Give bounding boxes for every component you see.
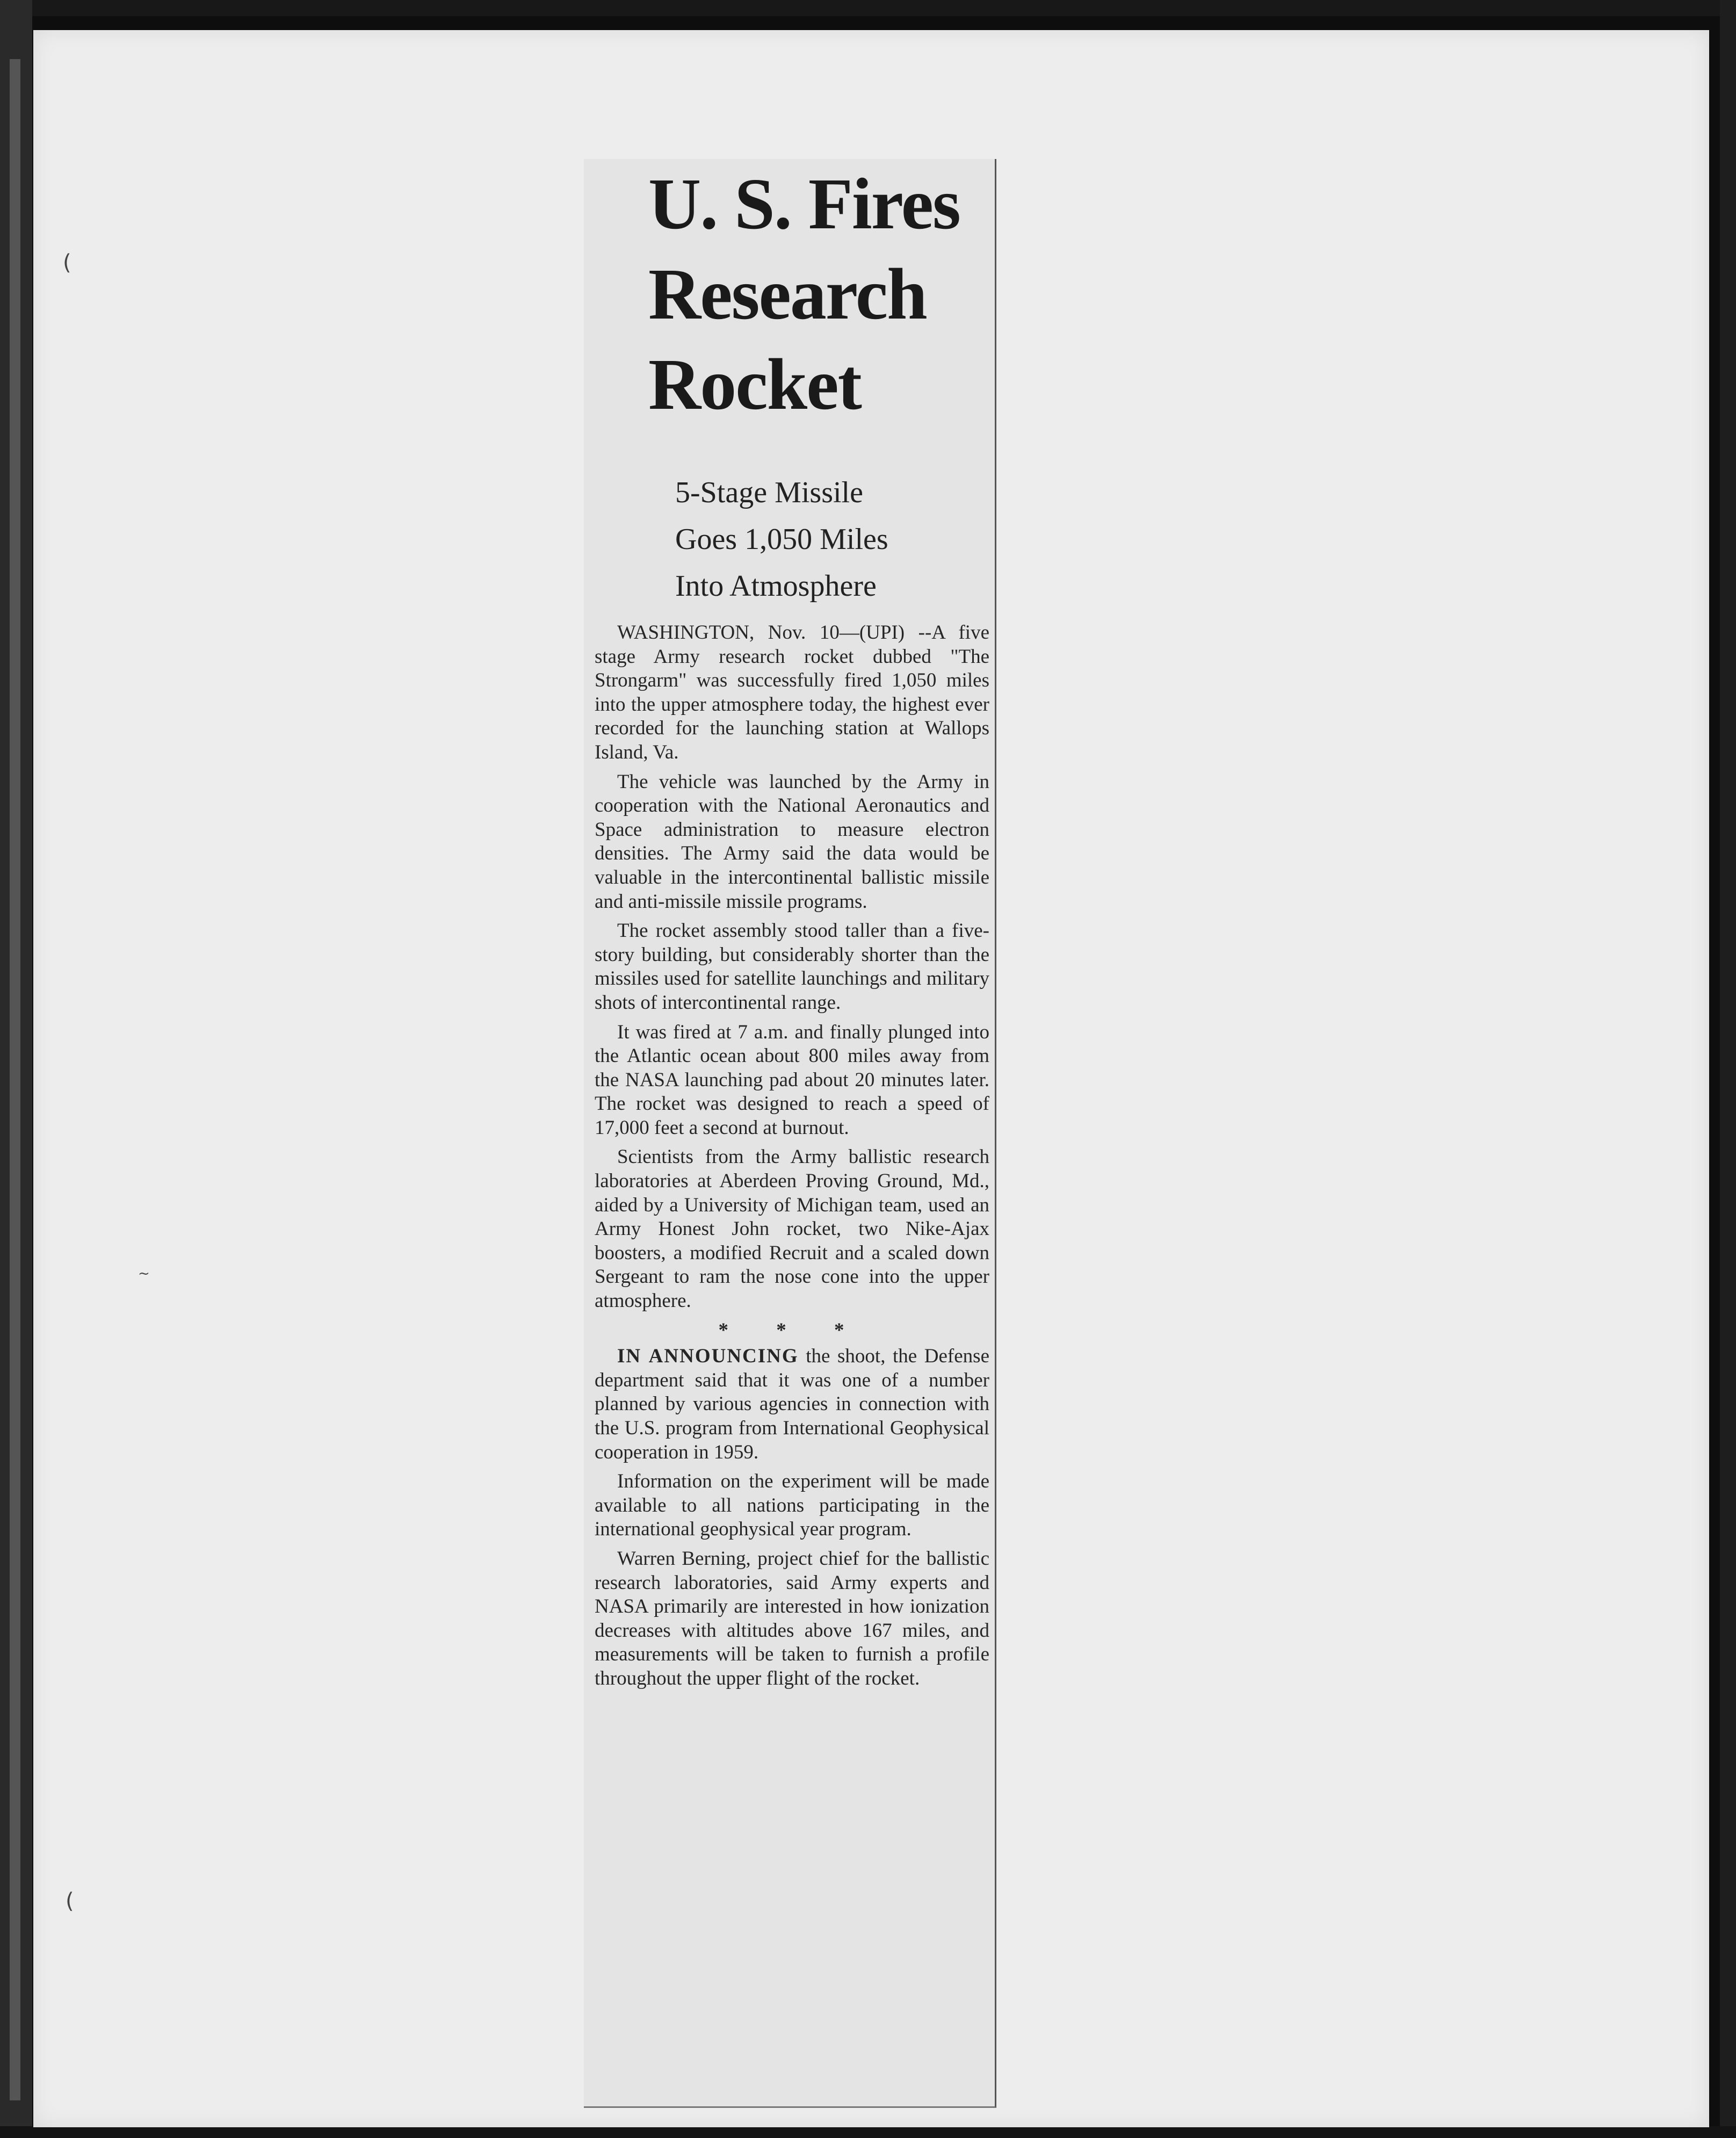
mounting-sheet: [33, 30, 1709, 2127]
paper-mark: (: [66, 1889, 74, 1913]
subhead-line: 5-Stage Missile: [675, 476, 863, 509]
headline: [648, 159, 981, 430]
article-paragraph: [595, 621, 989, 765]
article-paragraph: It was fired at 7 a.m. and finally plunged into the Atlantic ocean about 800 miles away from the NASA launching pad about 20 minutes later. The rocket was designed to reach a speed of 17,000 feet a second at burnout.: [595, 1021, 989, 1139]
section-separator: * * *: [718, 1319, 866, 1341]
paragraph-text: --A five stage Army research rocket dubbed "The Strongarm" was successfully fired 1,050 miles into the upper atmosphere today, the highest ever recorded for the launching station at Wallops Island, Va.: [595, 622, 989, 763]
subheadline: [675, 470, 976, 610]
article-paragraph: Information on the experiment will be made available to all nations participating in the international geophysical year program.: [595, 1470, 989, 1541]
article-paragraph: [595, 1345, 989, 1464]
film-bottom-edge: [0, 2126, 1736, 2138]
film-left-edge-highlight: [10, 59, 20, 2100]
article-paragraph: Scientists from the Army ballistic research laboratories at Aberdeen Proving Ground, Md., aided by a University of Michigan team, used an Army Honest John rocket, two Nike-Ajax boosters, a modified Recruit and a scaled down Sergeant to ram the nose cone into the upper atmosphere.: [595, 1146, 989, 1312]
article-paragraph: The rocket assembly stood taller than a five-story building, but considerably shorter than the missiles used for satellite launchings and military shots of intercontinental range.: [595, 920, 989, 1014]
film-top-edge: [0, 0, 1736, 16]
headline-line: U. S. Fires: [648, 164, 960, 244]
paper-mark: (: [63, 250, 71, 275]
paragraph-text: the shoot, the Defense department said that it was one of a number planned by various agencies in connection with the U.S. program from International Geophysical cooperation in 1959.: [595, 1345, 989, 1463]
article-paragraph: The vehicle was launched by the Army in cooperation with the National Aeronautics and Space administration to measure electron densities. The Army said the data would be valuable in the intercontinental ballistic missile and anti-missile missile programs.: [595, 770, 989, 913]
subhead-line: Into Atmosphere: [675, 569, 877, 603]
paper-mark: ~: [138, 1266, 150, 1282]
newspaper-clipping: [584, 159, 996, 2108]
headline-line: Rocket: [648, 344, 861, 425]
section-lead-in: IN ANNOUNCING: [617, 1345, 799, 1368]
headline-line: Research: [648, 254, 927, 335]
dateline: WASHINGTON, Nov. 10—(UPI): [617, 622, 905, 644]
film-left-edge: [0, 0, 32, 2138]
article-paragraph: Warren Berning, project chief for the ballistic research laboratories, said Army experts and NASA primarily are interested in how ionization decreases with altitudes above 167 miles, and measurements will be taken to furnish a profile throughout the upper flight of the rocket.: [595, 1547, 989, 1689]
article-body: [595, 621, 989, 1696]
subhead-line: Goes 1,050 Miles: [675, 523, 888, 556]
film-right-edge: [1720, 0, 1736, 2138]
